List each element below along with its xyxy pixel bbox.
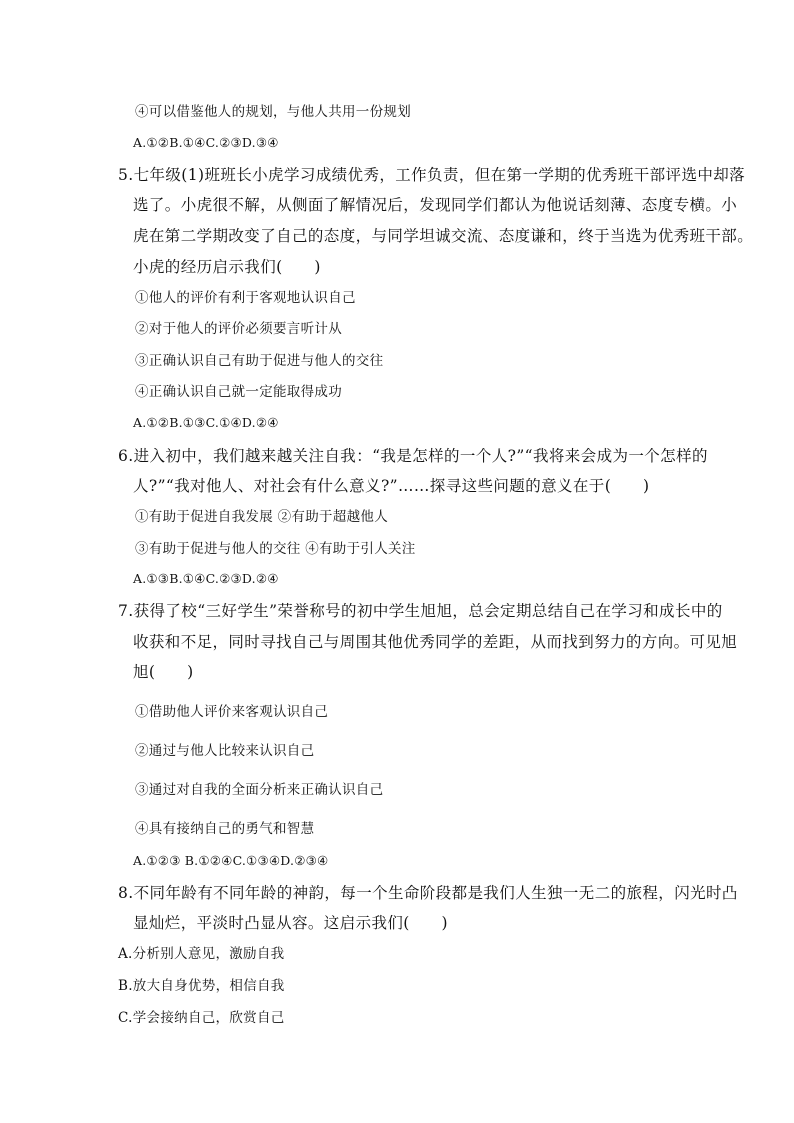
q5-stem-line-2: 选了。小虎很不解，从侧面了解情况后，发现同学们都认为他说话刻薄、态度专横。小 [133,196,738,214]
q6-answer-choices: A.①③B.①④C.②③D.②④ [133,571,279,586]
q7-option-1: ①借助他人评价来客观认识自己 [135,704,329,720]
q8-option-c: C.学会接纳自己，欣赏自己 [118,1010,285,1026]
q7-option-3: ③通过对自我的全面分析来正确认识自己 [135,782,384,798]
q6-stem-line-2: 人?”“我对他人、对社会有什么意义?”……探寻这些问题的意义在于( ) [133,477,650,495]
q7-stem-line-3: 旭( ) [133,663,194,681]
q5-stem-line-3: 虎在第二学期改变了自己的态度，与同学坦诚交流、态度谦和，终于当选为优秀班干部。 [133,227,754,245]
q5-option-4: ④正确认识自己就一定能取得成功 [135,384,342,400]
q8-stem-line-1: 8.不同年龄有不同年龄的神韵，每一个生命阶段都是我们人生独一无二的旅程，闪光时凸 [118,884,738,902]
q7-answer-choices: A.①②③ B.①②④C.①③④D.②③④ [133,853,329,868]
q5-stem-line-4: 小虎的经历启示我们( ) [133,258,321,276]
q6-option-line-2: ③有助于促进与他人的交往 ④有助于引人关注 [135,541,416,557]
q7-option-4: ④具有接纳自己的勇气和智慧 [135,821,315,837]
q7-stem-line-2: 收获和不足，同时寻找自己与周围其他优秀同学的差距，从而找到努力的方向。可见旭 [133,633,738,651]
q7-stem-line-1: 7.获得了校“三好学生”荣誉称号的初中学生旭旭，总会定期总结自己在学习和成长中的 [118,602,723,620]
q5-option-2: ②对于他人的评价必须要言听计从 [135,321,342,337]
q8-stem-line-2: 显灿烂，平淡时凸显从容。这启示我们( ) [133,914,448,932]
q5-option-1: ①他人的评价有利于客观地认识自己 [135,290,356,306]
q5-option-3: ③正确认识自己有助于促进与他人的交往 [135,353,384,369]
q8-option-a: A.分析别人意见，激励自我 [118,946,285,962]
q4-answer-choices: A.①②B.①④C.②③D.③④ [133,135,279,150]
q5-answer-choices: A.①②B.①③C.①④D.②④ [133,415,279,430]
q5-stem-line-1: 5.七年级(1)班班长小虎学习成绩优秀，工作负责，但在第一学期的优秀班干部评选中却落 [118,166,746,184]
q4-option-4: ④可以借鉴他人的规划，与他人共用一份规划 [135,104,411,120]
q6-stem-line-1: 6.进入初中，我们越来越关注自我：“我是怎样的一个人?”“我将来会成为一个怎样的 [118,447,708,465]
q7-option-2: ②通过与他人比较来认识自己 [135,743,315,759]
q6-option-line-1: ①有助于促进自我发展 ②有助于超越他人 [135,509,388,525]
q8-option-b: B.放大自身优势，相信自我 [118,978,285,994]
